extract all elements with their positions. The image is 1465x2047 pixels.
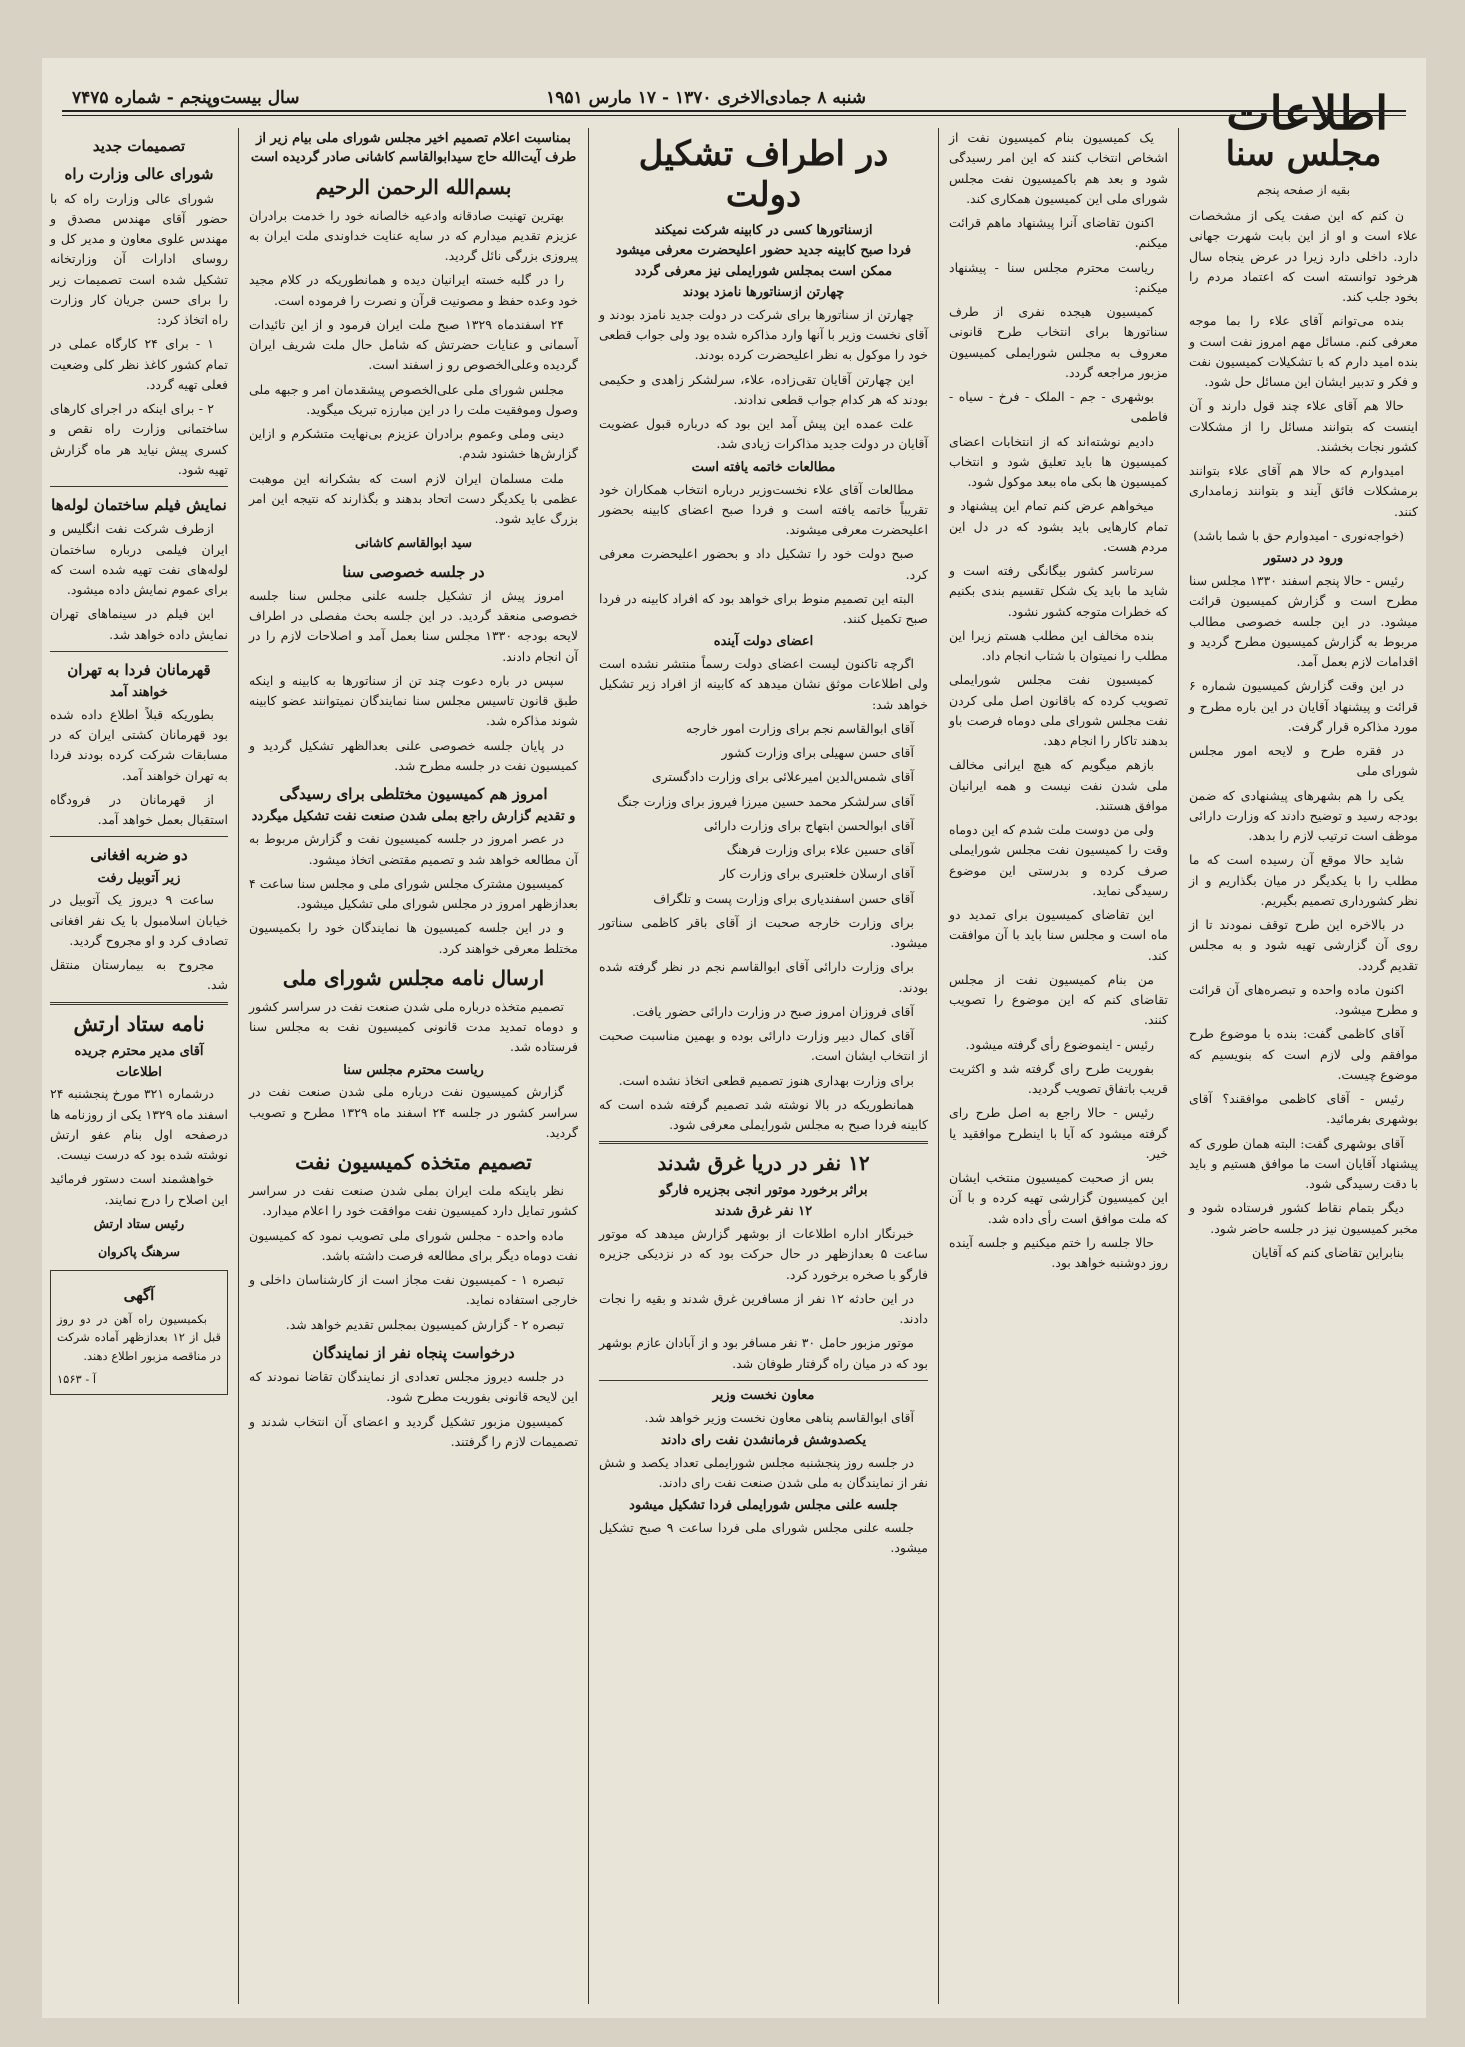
paragraph: خبرنگار اداره اطلاعات از بوشهر گزارش میدهد که موتور ساعت ۵ بعدازظهر در حال حرکت بود که در نزدیکی جزیره فارگو با صخره برخورد کرد. [599,1226,928,1282]
paragraph: اگرچه تاکنون لیست اعضای دولت رسماً منتشر نشده است ولی اطلاعات موثق نشان میدهد که کابینه از افراد زیر تشکیل خواهد شد: [599,656,928,712]
subheadline: فردا صبح کابینه جدید حضور اعلیحضرت معرفی میشود [615,243,912,259]
paragraph: برای وزارت بهداری هنوز تصمیم قطعی اتخاذ نشده است. [618,1072,914,1088]
column-senate-continued [941,128,1176,2004]
advertisement-code: آ - ۱۵۶۳ [57,1371,97,1386]
paragraph: ن کنم که این صفت یکی از مشخصات علاء است و او از این بابت شهرت جهانی دارد. داخلی دارد زیرا در عرض ینجاه سال هرخود توانسته است که اعتماد مردم را بخود جلب کند. [1189,208,1418,305]
column-divider [588,128,589,2004]
list-item: آقای حسین علاء برای وزارت فرهنگ [726,842,914,858]
paragraph: ماده واحده - مجلس شورای ملی تصویب نمود که کمیسیون نفت دوماه دیگر برای مطالعه فرصت داشته باشد. [249,1227,578,1263]
paragraph: تصمیم متخذه درباره ملی شدن صنعت نفت در سراسر کشور و دوماه تمدید مدت قانونی کمیسیون نفت به مجلس سنا فرستاده شد. [249,998,578,1055]
letter-salutation: ریاست محترم مجلس سنا [343,1062,484,1078]
date-line: شنبه ۸ جمادی‌الاخری ۱۳۷۰ - ۱۷ مارس ۱۹۵۱ [546,88,866,108]
subheadline: ۱۲ نفر غرق شدند [714,1204,813,1220]
list-item: آقای حسن سهیلی برای وزارت کشور [721,745,914,761]
paragraph: شاید حالا موقع آن رسیده است که ما مطلب را با یکدیگر در میان بگذاریم و از نظر کشورداری تصمیم بگیریم. [1189,852,1418,908]
headline-oil-commission: تصمیم متخذه کمیسیون نفت [295,1150,532,1175]
headline-champions: قهرمانان فردا به تهران [67,660,211,679]
paragraph: برای وزارت دارائی آقای ابوالقاسم نجم در نظر گرفته شده بودند. [599,959,928,995]
subheadline: ممکن است بمجلس شورایملی نیز معرفی گردد [634,264,893,280]
continued-note: بقیه از صفحه پنجم [1256,182,1351,197]
newspaper-page [42,58,1426,2018]
advertisement-box [50,1270,228,1395]
paragraph: آقای ابوالقاسم پناهی معاون نخست وزیر خواهد شد. [644,1409,914,1425]
headline-accident: دو ضربه افغانی [90,846,188,865]
headline-basmala: بسم‌الله الرحمن الرحیم [315,174,512,199]
subheadline: آقای مدیر محترم جریده [74,1043,204,1059]
paragraph: در جلسه دیروز مجلس تعدادی از نمایندگان تقاضا نمودند که این لایحه قانونی بفوریت مطرح شود. [249,1369,578,1405]
headline-majlis-letter: ارسال نامه مجلس شورای ملی [282,965,545,990]
subheadline: اطلاعات [116,1064,162,1080]
masthead-rule-thin [62,115,1406,116]
section-rule [50,836,228,837]
signature: رئیس ستاد ارتش [93,1215,185,1231]
headline-new-decisions: تصمیمات جدید [92,137,186,155]
list-item: آقای ابوالحسن ابتهاج برای وزارت دارائی [703,817,914,833]
headline-senate: مجلس سنا [1225,134,1382,174]
column-divider [938,128,939,2004]
list-item: آقای شمس‌الدین امیرعلائی برای وزارت دادگستری [651,769,914,785]
paragraph: در بالاخره این طرح توقف نمودند تا از روی آن گزارشی تهیه شود و به مجلس تقدیم گردد. [1189,917,1418,973]
paragraph: برای وزارت خارجه صحبت از آقای باقر کاظمی سناتور میشود. [599,914,928,951]
paragraph: کمیسیون مشترک مجلس شورای ملی و مجلس سنا ساعت ۴ بعدازظهر امروز در مجلس شورای ملی تشکیل میشود. [249,875,578,912]
paragraph: آقای کاظمی گفت: بنده با موضوع طرح موافقم ولی لازم است که بنویسیم که موضوع چیست. [1189,1026,1418,1082]
headline-deputies-request: درخواست پنجاه‌ نفر از نمایندگان [312,1343,515,1362]
paragraph: من بنام کمیسیون نفت از مجلس تقاضای کنم که این موضوع را تصویب کنند. [949,971,1168,1028]
paragraph: بس از صحبت کمیسیون منتخب ایشان این کمیسیون گزارشی تهیه کرده و با آن که ملت موافق است رأی داده شد. [949,1170,1168,1226]
paragraph: کمیسیون نفت مجلس شورایملی تصویب کرده که باقانون اصل ملی کردن نفت مجلس شورای ملی دوماه فرصت باو بدهند تاکار را انجام دهد. [949,672,1168,748]
advertisement-title: آگهی [123,1286,155,1305]
paragraph: رئیس - حالا پنجم اسفند ۱۳۳۰ مجلس سنا مطرح است و گزارش کمیسیون قرائت میشود. در این جلسه خصوصی مطالب مربوط به گزارش کمیسیون مطرح گردید و اقدامات لازم بعمل آمد. [1189,573,1418,670]
paragraph: مجروح به بیمارستان منتقل شد. [50,957,228,993]
paragraph: از قهرمانان در فرودگاه استقبال بعمل خواهد آمد. [50,791,228,828]
paragraph: در فقره طرح و لایحه امور مجلس شورای ملی [1189,743,1418,779]
paragraph: بطوریکه قبلاً اطلاع داده شده بود قهرمانان کشتی ایران که در مسابقات شرکت کرده بودند فردا به تهران خواهند آمد. [50,706,228,783]
paragraph: امروز پیش از تشکیل جلسه علنی مجلس سنا جلسه خصوصی منعقد گردید. در این جلسه بحث مفصلی در اطراف لایحه بودجه ۱۳۳۰ مجلس سنا بعمل آمد و اصلاحات لازم را در آن انجام دادند. [249,587,578,664]
paragraph: گزارش کمیسیون نفت درباره ملی شدن صنعت نفت در سراسر کشور در جلسه ۲۴ اسفند ماه ۱۳۲۹ مطرح و تصویب گردید. [249,1084,579,1140]
paragraph: جلسه علنی مجلس شورای ملی فردا ساعت ۹ صبح تشکیل میشود. [599,1520,928,1556]
paragraph: بوشهری - جم - الملک - فرخ - سیاه - فاطمی [949,389,1168,425]
section-rule [50,486,228,487]
paragraph: ریاست محترم مجلس سنا - پیشنهاد میکنم: [949,259,1168,295]
paragraph: سپس در باره دعوت چند تن از سناتورها به کابینه و اینکه طبق قانون تاسیس مجلس سنا نمایندگان نمیتوانند عضو کابینه شوند مذاکره شد. [249,672,578,729]
paragraph: این تقاضای کمیسیون برای تمدید دو ماه است و مجلس سنا باید با آن موافقت کند. [949,907,1168,963]
issue-line: سال بیست‌وپنجم - شماره ۷۴۷۵ [72,88,300,108]
paragraph: چهارتن از سناتورها برای شرکت در دولت جدید نامزد بودند و آقای نخست وزیر با آنها وارد مذاکره شده بود ولی جواب قطعی خود را موکول به نظر اعلیحضرت کرده بودند. [599,306,928,363]
paragraph: تبصره ۱ - کمیسیون نفت مجاز است از کارشناسان داخلی و خارجی استفاده نماید. [249,1272,578,1308]
paragraph: آقای فروزان امروز صبح در وزارت دارائی حضور یافت. [632,1003,914,1019]
paragraph: موتور مزبور حامل ۳۰ نفر مسافر بود و از آبادان عازم بوشهر بود که در میان راه گرفتار طوفان شد. [599,1335,928,1371]
paragraph: این فیلم در سینماهای تهران نمایش داده خواهد شد. [50,606,228,642]
paragraph: شورای عالی وزارت راه که با حضور آقای مهندس مصدق و مهندس علوی معاون و مدیر کل و روسای ادارات آن وزارتخانه تشکیل شده است تصمیمات زیر را برای حسن جریان کار وزارت راه اتخاذ کرد: [50,190,228,327]
paragraph: بنده مخالف این مطلب هستم زیرا این مطلب را نمیتوان با شتاب انجام داد. [949,627,1168,663]
paragraph: و در این جلسه کمیسیون ها نمایندگان خود را بکمیسیون مختلط معرفی خواهند کرد. [249,920,578,956]
subheadline: زیر آتوبیل رفت [97,870,181,886]
paragraph: این چهارتن آقایان تقی‌زاده، علاء، سرلشکر زاهدی و حکیمی بودند که هر کدام جواب قطعی ندادند. [599,371,928,407]
signature: سرهنگ پاکروان [97,1244,181,1260]
section-rule [599,1380,928,1381]
paragraph: بنابراین تقاضای کنم که آقایان [1251,1244,1404,1260]
paragraph: یک کمیسیون بنام کمیسیون نفت از اشخاص انتخاب کنند که این امر رسیدگی شود و بعد هم باکمیسیون نفت مجلس شورای ملی این کمیسیون همکاری کند. [949,130,1168,206]
signature: سید ابوالقاسم کاشانی [354,535,473,551]
paragraph: را در گلبه خسته ایرانیان دیده و همانطوریکه در کلام مجید خود وعده حفظ و مصونیت قرآن و نصرت را فرموده است. [249,272,578,308]
subheadline: ازسناتورها کسی در کابینه شرکت نمیکند [654,222,873,238]
paragraph: تبصره ۲ - گزارش کمیسیون بمجلس تقدیم خواهد شد. [285,1316,564,1332]
paragraph: مطالعات آقای علاء نخست‌وزیر درباره انتخاب همکاران خود تقریباً خاتمه یافته است و فردا صبح اعضای کابینه بحضور اعلیحضرت معرفی میشوند. [599,481,928,538]
paragraph: یکی را هم بشهرهای پیشنهادی که ضمن بودجه رسید و توضیح دادند که وزارت دارائی موظف است ترتیب لازم را بدهد. [1189,787,1418,844]
headline-senate-private: در جلسه خصوصی سنا [342,562,485,581]
paragraph: دادیم نوشته‌اند که از انتخابات اعضای کمیسیون ها باید تعلیق شود و انتخاب کمیسیون ها بکی ماه ببعد موکول شود. [949,433,1168,489]
headline-army-letter: نامه ستاد ارتش [73,1011,205,1036]
paragraph: اکنون ماده واحده و تبصره‌های آن قرائت و مطرح میشود. [1189,981,1418,1018]
paragraph: البته این تصمیم منوط برای خواهد بود که افراد کابینه در فردا صبح تکمیل کنند. [599,590,928,627]
subheadline: چهارتن ازسناتورها نامزد بودند [682,285,845,301]
paragraph: در این وقت گزارش کمیسیون شماره ۶ قرائت و پیشنهاد آقایان در این باره مطرح و مورد مذاکره قرار گرفت. [1189,678,1418,734]
paragraph: در عصر امروز در جلسه کمیسیون نفت و گزارش مربوط به آن مطالعه خواهد شد و تصمیم مقتضی اتخاذ میشود. [249,831,578,867]
paragraph: رئیس - آقای کاظمی موافقند؟ آقای بوشهری بفرمائید. [1189,1091,1418,1127]
paragraph: اکنون تقاضای آنرا پیشنهاد ماهم قرائت میکنم. [949,215,1168,251]
paragraph: نظر باینکه ملت ایران بملی شدن صنعت نفت در سراسر کشور تمایل دارد کمیسیون نفت موافقت خود را اعلام میدارد. [249,1183,578,1219]
intro-note: بمناسبت اعلام تصمیم اخیر مجلس شورای ملی بیام زیر از طرف آیت‌الله حاج سیدابوالقاسم کاشانی صادر گردیده است [250,131,577,165]
paragraph: در جلسه روز پنجشنبه مجلس شورایملی تعداد یکصد و شش نفر از نمایندگان به ملی شدن صنعت نفت رای دادند. [599,1454,928,1491]
subheading-majlis-session: جلسه علنی مجلس شورایملی فردا تشکیل میشود [629,1498,898,1514]
column-senate [1181,128,1426,2004]
paragraph: ۲۴ اسفندماه ۱۳۲۹ صبح ملت ایران فرمود و از این تائیدات آسمانی و عنایات حضرتش که شامل حال ملت شریف ایران گردیده وعلی‌الخصوص رو ز اسفند است. [249,316,578,373]
headline-pipeline-film: نمایش فیلم ساختمان لوله‌ها [51,496,227,514]
subheading-members: اعضای دولت آینده [713,634,814,650]
subheading-oil-vote: یکصدوشش فرمانشدن نفت رای دادند [660,1432,867,1448]
paragraph: کمیسیون مزبور تشکیل گردید و اعضای آن انتخاب شدند و تصمیمات لازم را گرفتند. [249,1413,578,1449]
headline-cabinet: در اطراف تشکیل دولت [638,134,889,215]
paragraph: ولی من دوست ملت شدم که این دوماه وقت را کمیسیون نفت مجلس شورایملی صرف کرده و بدرستی این موضوع رسیدگی نماید. [949,822,1168,898]
list-item: آقای حسن اسفندیاری برای وزارت پست و تلگراف [653,890,914,906]
paragraph: بازهم میگویم که هیچ ایرانی مخالف ملی شدن نفت نیست و همه ایرانیان موافق هستند. [949,757,1168,813]
paragraph: بنده می‌توانم آقای علاء را بما موجه معرفی کنم. مسائل مهم امروز نفت است و بنده امید دارم که با تشکیلات کمیسیون نفت و فکر و تدبیر ایشان این مسائل حل شود. [1189,313,1418,390]
paragraph: ۲ - برای اینکه در اجرای کارهای ساختمانی وزارت راه نقص و کسری پیش نیاید هر ماه گزارش تهیه شود. [50,401,228,477]
paragraph: آقای بوشهری گفت: البته همان طوری که پیشنهاد آقایان است ما موافق هستیم و باید با دقت رسیدگی شود. [1189,1135,1418,1192]
paragraph: خواهشمند است دستور فرمائید این اصلاح را درج نمایند. [50,1171,228,1207]
paragraph: میخواهم عرض کنم تمام این پیشنهاد و تمام کارهایی باید بشود که در دل این مردم هست. [949,498,1168,554]
paragraph: در این حادثه ۱۲ نفر از مسافرین غرق شدند و بقیه را نجات دادند. [599,1290,928,1327]
subheading-deputy-pm: معاون نخست وزیر [712,1387,815,1403]
column-cabinet [591,128,936,2004]
subheadline: براثر برخورد موتور انجی بجزیره فارگو [659,1183,868,1199]
paragraph: رئیس - حالا راجع به اصل طرح رای گرفته میشود که آیا با اینطرح موافقید یا خیر. [949,1105,1168,1161]
paragraph: سرتاسر کشور بیگانگی رفته است و شاید ما باید یک شکل تقسیم بندی بکنیم که خطرات متوجه کشور نشود. [949,563,1168,619]
paragraph: ۱ - برای ۲۴ کارگاه عملی در تمام کشور کاغذ نظر کلی وضعیت فعلی تهیه گردد. [50,336,228,392]
paragraph: در پایان جلسه خصوصی علنی بعدالظهر تشکیل گردید و کمیسیون نفت در جلسه مطرح شد. [249,737,578,773]
paragraph: مجلس شورای ملی علی‌الخصوص پیشقدمان امر و جبهه ملی وصول وموفقیت ملت را در این مبارزه تبریک میگوید. [249,381,578,417]
paragraph: حالا جلسه را ختم میکنیم و جلسه آینده روز دوشنبه خواهد بود. [949,1234,1168,1270]
paragraph: بفوریت طرح رای گرفته شد و اکثریت قریب باتفاق تصویب گردید. [949,1060,1168,1096]
column-divider [1178,128,1179,2004]
paragraph: دیگر بتمام نقاط کشور فرستاده شود و مخبر کمیسیون نیز در جلسه حاضر شود. [1189,1200,1418,1236]
paragraph: علت عمده این پیش آمد این بود که درباره قبول عضویت آقایان در دولت جدید مذاکرات زیادی شد. [599,416,928,452]
paragraph: امیدوارم که حالا هم آقای علاء بتوانند برمشکلات فائق آیند و بتوانند زمامداری کنند. [1189,463,1418,519]
list-item: آقای ارسلان خلعتبری برای وزارت کار [719,866,914,882]
masthead [42,66,1426,140]
column-majlis [241,128,586,2004]
paragraph: بهترین تهنیت صادقانه وادعیه خالصانه خود را خدمت برادران عزیزم تقدیم میدارم که در سایه عنایت خداوندی ملت ایران به پیروزی بزرگی نائل گردید. [249,207,578,264]
paragraph: آقای کمال دبیر وزارت دارائی بوده و بهمین مناسبت صحبت از انتخاب ایشان است. [599,1028,928,1064]
paragraph: (خواجه‌نوری - امیدوارم حق با شما باشد) [1193,527,1404,543]
paragraph: ازطرف شرکت نفت انگلیس و ایران فیلمی درباره ساختمان لوله‌های نفت تهیه شده است که برای عموم نمایش داده میشود. [50,521,228,597]
advertisement-text: بکمیسیون راه آهن در دو روز قبل از ۱۲ بعدازظهر آماده شرکت در مناقصه مزبور اطلاع دهند. [57,1311,221,1363]
paragraph: کمیسیون هیجده نفری از طرف سناتورها برای انتخاب طرح قانونی معروف به مجلس شورایملی کمیسیون مزبور مراجعه گردد. [949,304,1168,380]
paragraph: ساعت ۹ دیروز یک آتوبیل در خیابان اسلامبول با یک نفر افغانی تصادف کرد و او مجروح گردید. [50,892,228,948]
paragraph: صبح دولت خود را تشکیل داد و بحضور اعلیحضرت معرفی کرد. [599,546,928,582]
section-rule [599,1141,928,1144]
column-divider [238,128,239,2004]
masthead-rule [62,110,1406,112]
subheading-agenda: ورود در دستور [1263,551,1344,567]
list-item: آقای ابوالقاسم نجم برای وزارت امور خارجه [685,720,914,736]
paragraph: ملت مسلمان ایران لازم است که بشکرانه این موهبت عظمی با یکدیگر دست اتحاد بدهند و بگذارند که نتیجه این امر بزرگ عاید شود. [249,470,578,527]
section-rule [50,1002,228,1005]
paragraph: درشماره ۳۲۱ مورخ پنجشنبه ۲۴ اسفند ماه ۱۳۲۹ یکی از روزنامه ها درصفحه اول بنام عفو ارتش نوشته شده بود که درست نیست. [50,1086,228,1163]
paragraph: حالا هم آقای علاء چند قول دارند و آن اینست که بتوانند مسائل را از مشکلات کشور نجات بخشند. [1189,398,1418,454]
column-briefs [42,128,236,2004]
list-item: آقای سرلشکر محمد حسین میرزا فیروز برای وزارت جنگ [617,793,914,809]
headline-drowning: ۱۲ نفر در دریا غرق شدند [657,1151,870,1176]
paragraph: دینی وملی وعموم برادران عزیزم بی‌نهایت متشکرم و ازاین گزارش‌ها خشنود شدم. [249,426,578,462]
headline-joint-commission: امروز هم کمیسیون مختلطی برای رسیدگی [279,785,548,804]
section-rule [50,651,228,652]
paragraph: همانطوریکه در بالا نوشته شد تصمیم گرفته شده است که کابینه فردا صبح به مجلس شورایملی معرفی شود. [599,1096,928,1133]
subheading-studies: مطالعات خاتمه یافته است [691,459,836,475]
headline-roads-council: شورای عالی وزارت راه [64,165,214,184]
subheadline: خواهند آمد [110,685,168,700]
newspaper-logo: اطلاعات [1226,86,1388,140]
paragraph: رئیس - اینموضوع رأی گرفته میشود. [965,1036,1154,1052]
subheadline: و تقدیم گزارش راجع بملی شدن صنعت نفت تشکیل میگردد [251,809,576,825]
